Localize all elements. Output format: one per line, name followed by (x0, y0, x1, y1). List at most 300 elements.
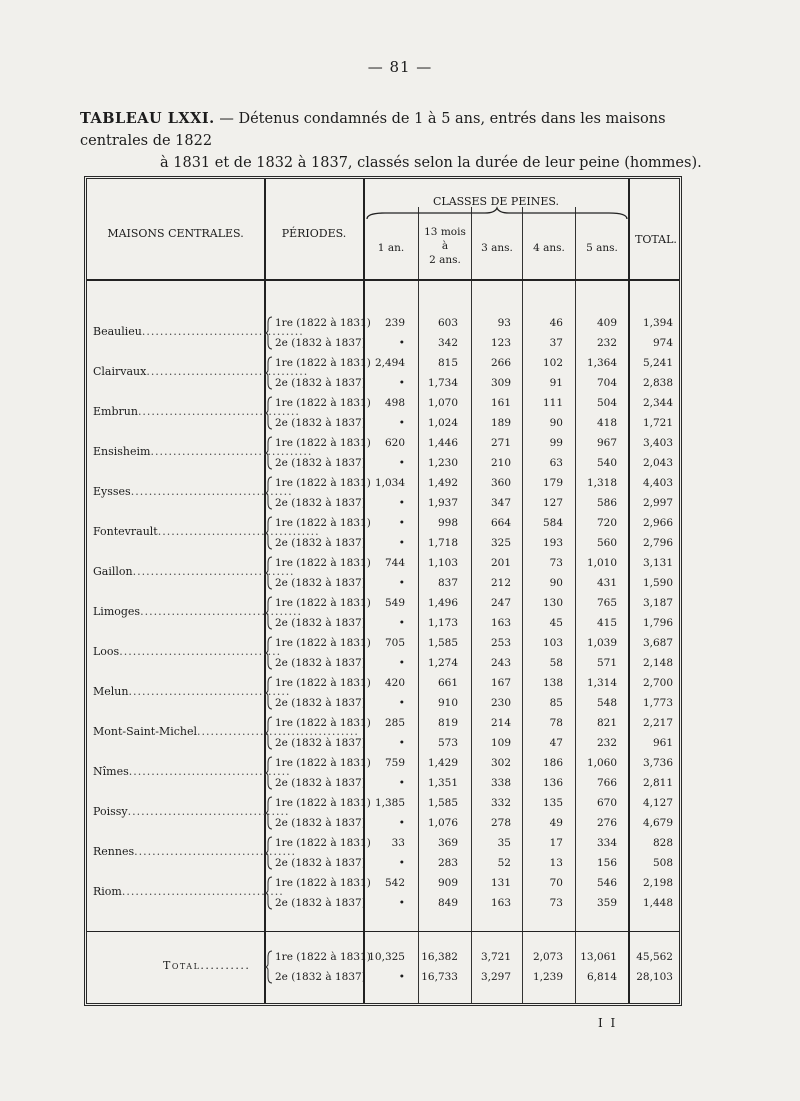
table-title-line1: — Détenus condamnés de 1 à 5 ans, entrés dans les maisons centrales de 1822 (80, 111, 666, 149)
header-col-13mois-line3: 2 ans. (429, 254, 461, 266)
value-cell: 91 (549, 377, 563, 389)
value-cell: 13,061 (580, 951, 617, 963)
page-number: — 81 — (367, 58, 433, 76)
value-cell: 253 (490, 637, 511, 649)
value-cell: 161 (490, 397, 511, 409)
table-row (87, 573, 679, 593)
value-cell: 359 (596, 897, 617, 909)
value-cell: 210 (490, 457, 511, 469)
house-label: Riom (93, 885, 122, 898)
value-cell: 73 (549, 897, 563, 909)
house-label: Loos (93, 645, 120, 658)
value-cell: 2,198 (642, 877, 673, 889)
value-cell: • (398, 777, 405, 789)
value-cell: 720 (596, 517, 617, 529)
value-cell: 2,494 (374, 357, 405, 369)
value-cell: 90 (549, 577, 563, 589)
value-cell: 2,043 (642, 457, 673, 469)
house-label: Gaillon (93, 565, 133, 578)
period-cell: 1re (1822 à 1831) (275, 357, 371, 369)
value-cell: 243 (490, 657, 511, 669)
value-cell: 961 (652, 737, 673, 749)
value-cell: • (398, 377, 405, 389)
value-cell: 347 (490, 497, 511, 509)
period-cell: 2e (1832 à 1837) (275, 657, 366, 669)
table-row (87, 753, 679, 773)
table-title-line2: à 1831 et de 1832 à 1837, classés selon la durée de leur peine (hommes). (160, 155, 702, 171)
value-cell: 5,241 (642, 357, 673, 369)
value-cell: • (398, 497, 405, 509)
value-cell: 2,796 (642, 537, 673, 549)
value-cell: 3,297 (480, 971, 511, 983)
value-cell: 1,274 (427, 657, 458, 669)
value-cell: 6,814 (586, 971, 617, 983)
house-label: Rennes (93, 845, 135, 858)
table-row (87, 673, 679, 693)
table-row (87, 793, 679, 813)
table-row (87, 493, 679, 513)
period-cell: 1re (1822 à 1831) (275, 597, 371, 609)
leader-dots: .................................... (157, 525, 320, 538)
value-cell: 508 (652, 857, 673, 869)
value-cell: 138 (542, 677, 563, 689)
value-cell: 670 (596, 797, 617, 809)
value-cell: 1,590 (642, 577, 673, 589)
leader-dots: .......... (200, 959, 251, 972)
value-cell: 338 (490, 777, 511, 789)
leader-dots: .................................... (130, 485, 293, 498)
value-cell: 2,966 (642, 517, 673, 529)
value-cell: 540 (596, 457, 617, 469)
leader-dots: .................................... (141, 325, 304, 338)
value-cell: 549 (384, 597, 405, 609)
value-cell: 334 (596, 837, 617, 849)
header-total: TOTAL. (635, 233, 677, 246)
leader-dots: .................................... (134, 845, 297, 858)
value-cell: • (398, 657, 405, 669)
value-cell: 332 (490, 797, 511, 809)
table-row (87, 773, 679, 793)
period-cell: 1re (1822 à 1831) (275, 951, 371, 963)
value-cell: 201 (490, 557, 511, 569)
value-cell: 1,103 (427, 557, 458, 569)
table-title-label: TABLEAU LXXI. (80, 110, 215, 127)
value-cell: 1,734 (427, 377, 458, 389)
value-cell: 704 (596, 377, 617, 389)
value-cell: 1,429 (427, 757, 458, 769)
period-cell: 2e (1832 à 1837) (275, 377, 366, 389)
period-cell: 2e (1832 à 1837) (275, 497, 366, 509)
table-row (87, 593, 679, 613)
value-cell: 136 (542, 777, 563, 789)
house-label: Limoges (93, 605, 141, 618)
value-cell: 28,103 (636, 971, 673, 983)
value-cell: 135 (542, 797, 563, 809)
value-cell: 283 (437, 857, 458, 869)
value-cell: 3,736 (642, 757, 673, 769)
value-cell: 37 (549, 337, 563, 349)
value-cell: 63 (549, 457, 563, 469)
period-cell: 1re (1822 à 1831) (275, 877, 371, 889)
period-cell: 2e (1832 à 1837) (275, 457, 366, 469)
value-cell: 1,937 (427, 497, 458, 509)
total-rule (87, 931, 679, 932)
value-cell: 78 (549, 717, 563, 729)
value-cell: 974 (652, 337, 673, 349)
table-row (87, 533, 679, 553)
leader-dots: .................................... (127, 805, 290, 818)
value-cell: • (398, 577, 405, 589)
value-cell: 1,173 (427, 617, 458, 629)
value-cell: 3,721 (480, 951, 511, 963)
period-cell: 1re (1822 à 1831) (275, 837, 371, 849)
value-cell: 369 (437, 837, 458, 849)
value-cell: • (398, 537, 405, 549)
value-cell: 504 (596, 397, 617, 409)
house-label: Fontevrault (93, 525, 158, 538)
value-cell: 498 (384, 397, 405, 409)
period-cell: 1re (1822 à 1831) (275, 397, 371, 409)
leader-dots: .................................... (197, 725, 359, 738)
value-cell: 1,364 (586, 357, 617, 369)
value-cell: 1,039 (586, 637, 617, 649)
value-cell: 4,403 (642, 477, 673, 489)
value-cell: 1,796 (642, 617, 673, 629)
value-cell: 1,024 (427, 417, 458, 429)
table-row (87, 613, 679, 633)
value-cell: 16,382 (421, 951, 458, 963)
value-cell: 35 (497, 837, 511, 849)
value-cell: 156 (596, 857, 617, 869)
value-cell: • (398, 857, 405, 869)
value-cell: • (398, 737, 405, 749)
table-row (87, 873, 679, 893)
table-row (87, 893, 679, 913)
table-row (87, 633, 679, 653)
value-cell: 85 (549, 697, 563, 709)
period-cell: 2e (1832 à 1837) (275, 577, 366, 589)
value-cell: 571 (596, 657, 617, 669)
leader-dots: .................................... (128, 765, 291, 778)
value-cell: 705 (384, 637, 405, 649)
value-cell: • (398, 517, 405, 529)
printer-signature: I I (598, 1016, 618, 1030)
total-label-text: Total (163, 959, 201, 972)
value-cell: 52 (497, 857, 511, 869)
value-cell: 325 (490, 537, 511, 549)
value-cell: 1,010 (586, 557, 617, 569)
value-cell: 1,446 (427, 437, 458, 449)
value-cell: 278 (490, 817, 511, 829)
total-row (87, 947, 679, 967)
value-cell: 766 (596, 777, 617, 789)
value-cell: 16,733 (421, 971, 458, 983)
value-cell: 548 (596, 697, 617, 709)
value-cell: 93 (497, 317, 511, 329)
header-maisons: MAISONS CENTRALES. (107, 227, 244, 240)
leader-dots: .................................... (150, 445, 313, 458)
value-cell: 849 (437, 897, 458, 909)
header-col-13mois (419, 225, 471, 267)
value-cell: 1,496 (427, 597, 458, 609)
period-cell: 2e (1832 à 1837) (275, 617, 366, 629)
leader-dots: .................................... (132, 565, 295, 578)
value-cell: 819 (437, 717, 458, 729)
value-cell: 163 (490, 617, 511, 629)
leader-dots: .................................... (137, 405, 300, 418)
table-row (87, 513, 679, 533)
leader-dots: .................................... (121, 885, 284, 898)
value-cell: 1,718 (427, 537, 458, 549)
value-cell: 1,230 (427, 457, 458, 469)
value-cell: 302 (490, 757, 511, 769)
value-cell: 2,217 (642, 717, 673, 729)
value-cell: 109 (490, 737, 511, 749)
value-cell: 73 (549, 557, 563, 569)
value-cell: 2,148 (642, 657, 673, 669)
value-cell: 167 (490, 677, 511, 689)
value-cell: 821 (596, 717, 617, 729)
header-brace (365, 207, 629, 221)
value-cell: 189 (490, 417, 511, 429)
value-cell: 910 (437, 697, 458, 709)
value-cell: 1,060 (586, 757, 617, 769)
table-row (87, 853, 679, 873)
value-cell: 103 (542, 637, 563, 649)
value-cell: 586 (596, 497, 617, 509)
value-cell: 1,492 (427, 477, 458, 489)
value-cell: 186 (542, 757, 563, 769)
table-row (87, 453, 679, 473)
header-col-5ans: 5 ans. (586, 242, 618, 254)
period-cell: 2e (1832 à 1837) (275, 417, 366, 429)
value-cell: 193 (542, 537, 563, 549)
value-cell: • (398, 457, 405, 469)
house-label: Embrun (93, 405, 138, 418)
value-cell: • (398, 897, 405, 909)
table-row (87, 813, 679, 833)
value-cell: 102 (542, 357, 563, 369)
value-cell: 266 (490, 357, 511, 369)
value-cell: 47 (549, 737, 563, 749)
value-cell: 360 (490, 477, 511, 489)
value-cell: 664 (490, 517, 511, 529)
period-cell: 1re (1822 à 1831) (275, 797, 371, 809)
value-cell: • (398, 337, 405, 349)
value-cell: 342 (437, 337, 458, 349)
house-label: Eysses (93, 485, 131, 498)
header-rule (87, 279, 679, 281)
period-cell: 1re (1822 à 1831) (275, 717, 371, 729)
value-cell: 127 (542, 497, 563, 509)
period-cell: 2e (1832 à 1837) (275, 857, 366, 869)
value-cell: 560 (596, 537, 617, 549)
house-label: Clairvaux (93, 365, 147, 378)
value-cell: • (398, 817, 405, 829)
house-label: Poissy (93, 805, 128, 818)
value-cell: 759 (384, 757, 405, 769)
value-cell: 661 (437, 677, 458, 689)
value-cell: 13 (549, 857, 563, 869)
value-cell: 1,034 (374, 477, 405, 489)
value-cell: 2,344 (642, 397, 673, 409)
value-cell: 130 (542, 597, 563, 609)
value-cell: 49 (549, 817, 563, 829)
value-cell: • (398, 417, 405, 429)
value-cell: • (398, 617, 405, 629)
value-cell: 998 (437, 517, 458, 529)
value-cell: 247 (490, 597, 511, 609)
table-row (87, 653, 679, 673)
leader-dots: .................................... (119, 645, 282, 658)
value-cell: 99 (549, 437, 563, 449)
leader-dots: .................................... (140, 605, 302, 618)
house-label: Melun (93, 685, 129, 698)
value-cell: • (398, 697, 405, 709)
header-col-3ans: 3 ans. (481, 242, 513, 254)
value-cell: 1,448 (642, 897, 673, 909)
value-cell: 3,187 (642, 597, 673, 609)
period-cell: 1re (1822 à 1831) (275, 437, 371, 449)
value-cell: 415 (596, 617, 617, 629)
value-cell: 1,076 (427, 817, 458, 829)
value-cell: 2,838 (642, 377, 673, 389)
value-cell: 418 (596, 417, 617, 429)
value-cell: 431 (596, 577, 617, 589)
period-cell: 1re (1822 à 1831) (275, 477, 371, 489)
value-cell: 542 (384, 877, 405, 889)
value-cell: 131 (490, 877, 511, 889)
value-cell: 909 (437, 877, 458, 889)
value-cell: 232 (596, 737, 617, 749)
table-row (87, 833, 679, 853)
period-cell: 2e (1832 à 1837) (275, 737, 366, 749)
value-cell: 546 (596, 877, 617, 889)
table-row (87, 693, 679, 713)
period-cell: 1re (1822 à 1831) (275, 677, 371, 689)
period-cell: 1re (1822 à 1831) (275, 517, 371, 529)
table-row (87, 553, 679, 573)
value-cell: 214 (490, 717, 511, 729)
header-classes: CLASSES DE PEINES. (432, 195, 560, 208)
value-cell: 1,314 (586, 677, 617, 689)
period-cell: 2e (1832 à 1837) (275, 971, 366, 983)
value-cell: 90 (549, 417, 563, 429)
value-cell: 46 (549, 317, 563, 329)
table-row (87, 413, 679, 433)
table-row (87, 313, 679, 333)
header-col-4ans: 4 ans. (533, 242, 565, 254)
period-cell: 1re (1822 à 1831) (275, 757, 371, 769)
value-cell: 3,131 (642, 557, 673, 569)
value-cell: 285 (384, 717, 405, 729)
table-row (87, 333, 679, 353)
value-cell: 1,721 (642, 417, 673, 429)
period-cell: 1re (1822 à 1831) (275, 557, 371, 569)
period-cell: 1re (1822 à 1831) (275, 317, 371, 329)
value-cell: 1,585 (427, 797, 458, 809)
header-col-13mois-line2: à (441, 240, 449, 252)
value-cell: 584 (542, 517, 563, 529)
value-cell: 179 (542, 477, 563, 489)
value-cell: 163 (490, 897, 511, 909)
house-label: Ensisheim (93, 445, 151, 458)
house-label: Mont-Saint-Michel (93, 725, 197, 738)
value-cell: 1,773 (642, 697, 673, 709)
value-cell: 1,351 (427, 777, 458, 789)
period-cell: 2e (1832 à 1837) (275, 537, 366, 549)
value-cell: 230 (490, 697, 511, 709)
value-cell: 271 (490, 437, 511, 449)
value-cell: 33 (391, 837, 405, 849)
value-cell: • (398, 971, 405, 983)
value-cell: 239 (384, 317, 405, 329)
value-cell: 1,318 (586, 477, 617, 489)
value-cell: 765 (596, 597, 617, 609)
period-cell: 2e (1832 à 1837) (275, 817, 366, 829)
period-cell: 2e (1832 à 1837) (275, 337, 366, 349)
value-cell: 409 (596, 317, 617, 329)
value-cell: 573 (437, 737, 458, 749)
value-cell: 10,325 (368, 951, 405, 963)
value-cell: 1,585 (427, 637, 458, 649)
header-col-13mois-line1: 13 mois (424, 226, 466, 238)
value-cell: 967 (596, 437, 617, 449)
value-cell: 2,811 (642, 777, 673, 789)
value-cell: 17 (549, 837, 563, 849)
table-title (80, 108, 720, 174)
value-cell: 815 (437, 357, 458, 369)
value-cell: 111 (542, 397, 563, 409)
leader-dots: .................................... (128, 685, 291, 698)
house-label: Beaulieu (93, 325, 142, 338)
value-cell: 1,070 (427, 397, 458, 409)
period-cell: 1re (1822 à 1831) (275, 637, 371, 649)
value-cell: 3,403 (642, 437, 673, 449)
value-cell: 2,073 (532, 951, 563, 963)
value-cell: 4,127 (642, 797, 673, 809)
value-cell: 123 (490, 337, 511, 349)
value-cell: 309 (490, 377, 511, 389)
table-row (87, 373, 679, 393)
period-cell: 2e (1832 à 1837) (275, 897, 366, 909)
value-cell: 212 (490, 577, 511, 589)
value-cell: 603 (437, 317, 458, 329)
value-cell: 4,679 (642, 817, 673, 829)
value-cell: 620 (384, 437, 405, 449)
table-row (87, 393, 679, 413)
value-cell: 70 (549, 877, 563, 889)
total-row (87, 967, 679, 987)
table-row (87, 473, 679, 493)
value-cell: 744 (384, 557, 405, 569)
value-cell: 45 (549, 617, 563, 629)
value-cell: 3,687 (642, 637, 673, 649)
value-cell: 1,385 (374, 797, 405, 809)
value-cell: 2,997 (642, 497, 673, 509)
header-periodes: PÉRIODES. (281, 227, 347, 240)
header-col-1an: 1 an. (377, 242, 405, 254)
value-cell: 837 (437, 577, 458, 589)
data-table (84, 176, 682, 1006)
value-cell: 2,700 (642, 677, 673, 689)
house-label: Nîmes (93, 765, 129, 778)
value-cell: 1,239 (532, 971, 563, 983)
table-row (87, 713, 679, 733)
table-row (87, 733, 679, 753)
value-cell: 45,562 (636, 951, 673, 963)
value-cell: 1,394 (642, 317, 673, 329)
